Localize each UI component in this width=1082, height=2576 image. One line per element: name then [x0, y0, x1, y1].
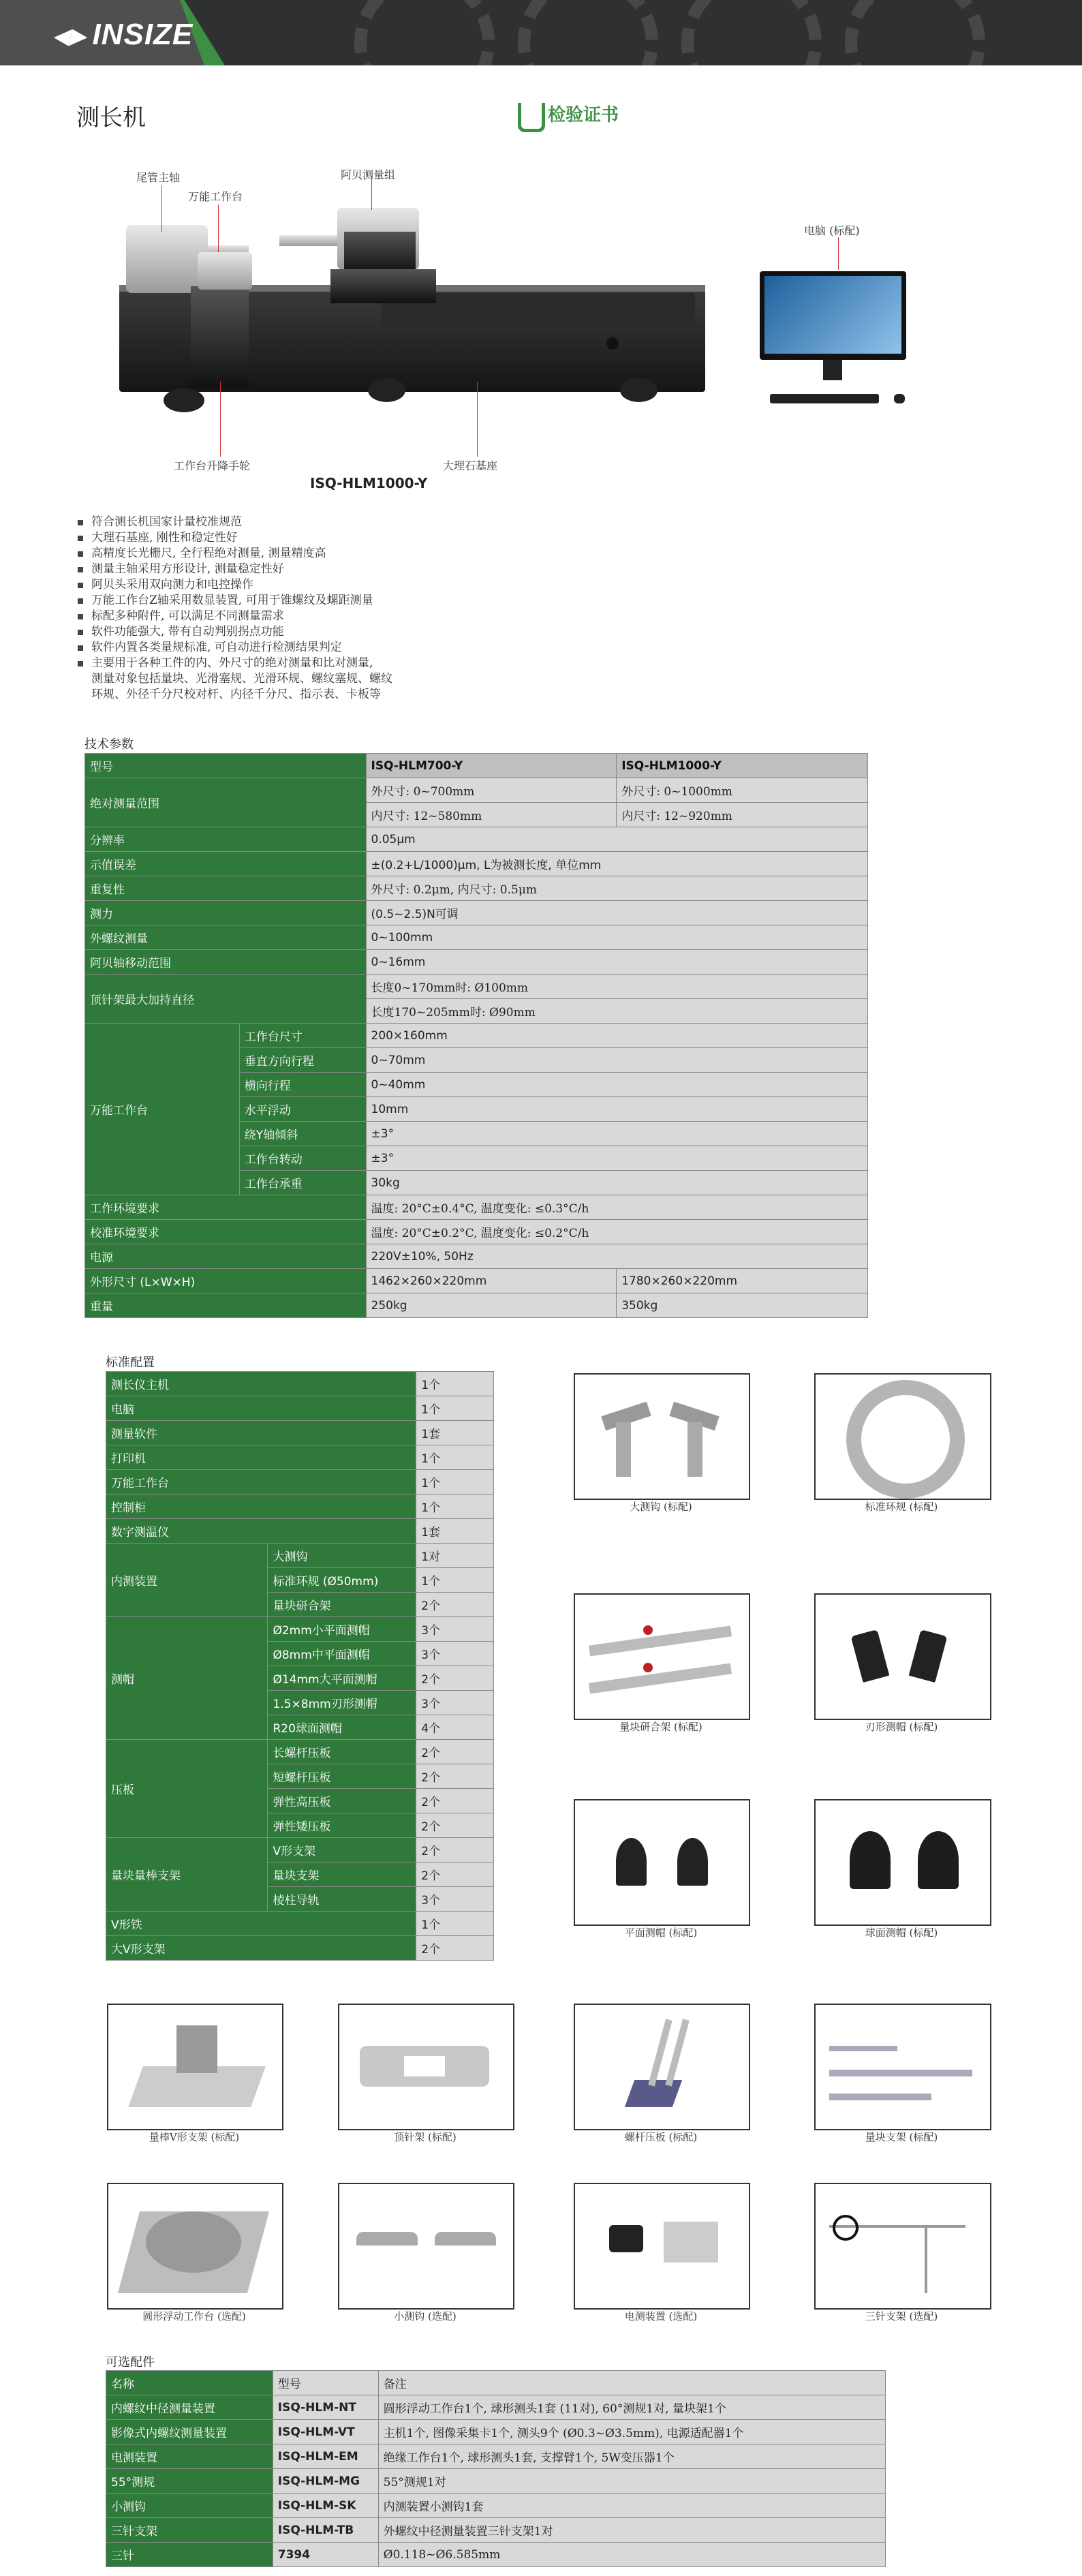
- keyboard: [770, 394, 879, 403]
- gear-decoration: [681, 0, 822, 65]
- table-cell: 2个: [416, 1862, 494, 1887]
- table-row: [85, 1269, 868, 1293]
- table-row: [85, 925, 868, 950]
- certificate-badge: 检验证书: [518, 101, 619, 132]
- photo-caption: 量块支架 (标配): [865, 2131, 938, 2143]
- table-cell: 2个: [416, 1936, 494, 1961]
- table-cell: V形铁: [106, 1912, 416, 1936]
- abbe-carriage: [330, 269, 436, 303]
- table-cell: 量块量棒支架: [106, 1838, 268, 1912]
- specs-table: [84, 753, 868, 1318]
- monitor-stand: [823, 360, 842, 380]
- photo-caption: 平面测帽 (标配): [624, 1927, 698, 1939]
- table-row: [85, 1195, 868, 1220]
- table-cell: 外尺寸: 0.2μm, 内尺寸: 0.5μm: [366, 876, 867, 901]
- table-row: [106, 2444, 886, 2469]
- machine-model: ISQ-HLM1000-Y: [310, 475, 428, 491]
- header-banner: [0, 0, 1082, 65]
- table-cell: 阿贝轴移动范围: [85, 950, 367, 975]
- table-cell: 0~16mm: [366, 950, 867, 975]
- table-cell: 量块支架: [268, 1862, 416, 1887]
- table-row: [106, 2420, 886, 2444]
- table-row: [106, 2518, 886, 2543]
- table-row: [85, 1293, 868, 1318]
- certificate-icon: [518, 103, 545, 132]
- table-cell: 2个: [416, 1740, 494, 1764]
- table-cell: 校准环境要求: [85, 1220, 367, 1244]
- photo-caption: 三针支架 (选配): [865, 2310, 938, 2322]
- table-cell: 工作台尺寸: [239, 1024, 366, 1048]
- table-cell: 1套: [416, 1421, 494, 1445]
- table-cell: 2个: [416, 1764, 494, 1789]
- table-cell: 弹性矮压板: [268, 1813, 416, 1838]
- table-row: [106, 1421, 494, 1445]
- table-row: [85, 778, 868, 803]
- feature-item-cont: 环规、外径千分尺校对杆、内径千分尺、指示表、卡板等: [91, 688, 381, 701]
- table-cell: 1个: [416, 1396, 494, 1421]
- table-row: [106, 2494, 886, 2518]
- table-cell: 1个: [416, 1445, 494, 1470]
- table-cell: 横向行程: [239, 1073, 366, 1097]
- table-cell: 350kg: [617, 1293, 868, 1318]
- photo-caption: 标准环规 (标配): [865, 1501, 938, 1513]
- leader-line: [838, 237, 839, 270]
- table-cell: 工作环境要求: [85, 1195, 367, 1220]
- table-cell: 2个: [416, 1838, 494, 1862]
- foot-right: [620, 378, 658, 402]
- feature-item: 软件功能强大, 带有自动判别拐点功能: [76, 624, 499, 640]
- table-cell: Ø8mm中平面测帽: [268, 1642, 416, 1666]
- table-cell: Ø14mm大平面测帽: [268, 1666, 416, 1691]
- table-row: [106, 2395, 886, 2420]
- round-table-photo: [107, 2183, 283, 2310]
- feature-item: 符合测长机国家计量校准规范: [76, 515, 499, 530]
- table-cell: 外尺寸: 0~700mm: [366, 778, 617, 803]
- table-cell: ISQ-HLM-EM: [273, 2444, 378, 2469]
- photo-caption: 球面测帽 (标配): [865, 1927, 938, 1939]
- photo-caption: 顶针架 (标配): [394, 2131, 457, 2143]
- leader-line: [477, 382, 478, 457]
- table-cell: 220V±10%, 50Hz: [366, 1244, 867, 1269]
- table-row: [106, 1912, 494, 1936]
- table-header: 型号: [273, 2371, 378, 2395]
- table-cell: 影像式内螺纹测量装置: [106, 2420, 273, 2444]
- table-row: [106, 1617, 494, 1642]
- label-abbe: 阿贝测量组: [341, 168, 396, 181]
- table-cell: ISQ-HLM1000-Y: [617, 754, 868, 778]
- table-cell: 水平浮动: [239, 1097, 366, 1122]
- electric-device-photo: [574, 2183, 750, 2310]
- gauge-holder-photo: [574, 1593, 750, 1720]
- table-cell: 55°测规1对: [378, 2469, 885, 2494]
- table-cell: 重复性: [85, 876, 367, 901]
- table-row: [106, 1445, 494, 1470]
- table-cell: 测量软件: [106, 1421, 416, 1445]
- table-cell: 测帽: [106, 1617, 268, 1740]
- table-row: [85, 975, 868, 999]
- table-cell: 弹性高压板: [268, 1789, 416, 1813]
- photo-caption: 量块研合架 (标配): [619, 1721, 702, 1733]
- table-row: [85, 901, 868, 925]
- worktable-column: [191, 286, 249, 388]
- table-cell: 10mm: [366, 1097, 867, 1122]
- leader-line: [220, 382, 221, 457]
- specs-heading: 技术参数: [84, 737, 134, 752]
- table-cell: 外螺纹中径测量装置三针支架1对: [378, 2518, 885, 2543]
- table-cell: 3个: [416, 1887, 494, 1912]
- table-cell: (0.5~2.5)N可调: [366, 901, 867, 925]
- table-cell: 1个: [416, 1912, 494, 1936]
- table-cell: 小测钩: [106, 2494, 273, 2518]
- table-row: [85, 1220, 868, 1244]
- table-cell: 2个: [416, 1813, 494, 1838]
- table-cell: 标准环规 (Ø50mm): [268, 1568, 416, 1593]
- worktable-top: [198, 252, 252, 290]
- small-hook-photo: [338, 2183, 514, 2310]
- table-cell: 测长仪主机: [106, 1372, 416, 1396]
- table-cell: 外形尺寸 (L×W×H): [85, 1269, 367, 1293]
- standard-table: [106, 1371, 494, 1961]
- table-cell: 内尺寸: 12~920mm: [617, 803, 868, 827]
- photo-caption: 小测钩 (选配): [394, 2310, 457, 2322]
- table-cell: 工作台承重: [239, 1171, 366, 1195]
- table-cell: Ø0.118~Ø6.585mm: [378, 2543, 885, 2567]
- table-cell: 三针支架: [106, 2518, 273, 2543]
- feature-item: 万能工作台Z轴采用数显装置, 可用于锥螺纹及螺距测量: [76, 593, 499, 609]
- table-cell: ISQ-HLM-MG: [273, 2469, 378, 2494]
- table-cell: 电源: [85, 1244, 367, 1269]
- table-cell: ISQ-HLM-SK: [273, 2494, 378, 2518]
- feature-item: 高精度长光栅尺, 全行程绝对测量, 测量精度高: [76, 546, 499, 562]
- optional-heading: 可选配件: [106, 2355, 155, 2370]
- table-cell: 内尺寸: 12~580mm: [366, 803, 617, 827]
- table-header: 备注: [378, 2371, 885, 2395]
- label-base: 大理石基座: [443, 459, 498, 472]
- feature-item: 大理石基座, 刚性和稳定性好: [76, 530, 499, 546]
- feature-item: 标配多种附件, 可以满足不同测量需求: [76, 609, 499, 624]
- table-cell: 重量: [85, 1293, 367, 1318]
- table-cell: 示值误差: [85, 852, 367, 876]
- table-cell: 绝对测量范围: [85, 778, 367, 827]
- foot-left: [164, 388, 204, 412]
- table-cell: 绕Y轴倾斜: [239, 1122, 366, 1146]
- label-tailstock: 尾管主轴: [136, 171, 181, 184]
- table-cell: Ø2mm小平面测帽: [268, 1617, 416, 1642]
- table-cell: 1对: [416, 1544, 494, 1568]
- table-cell: 1个: [416, 1470, 494, 1494]
- table-cell: 长螺杆压板: [268, 1740, 416, 1764]
- photo-caption: 刃形测帽 (标配): [865, 1721, 938, 1733]
- three-wire-photo: [814, 2183, 991, 2310]
- table-cell: 1个: [416, 1568, 494, 1593]
- table-header: 名称: [106, 2371, 273, 2395]
- feature-item: 阿贝头采用双向测力和电控操作: [76, 577, 499, 593]
- table-cell: 0~70mm: [366, 1048, 867, 1073]
- table-cell: 3个: [416, 1642, 494, 1666]
- table-cell: 垂直方向行程: [239, 1048, 366, 1073]
- photo-caption: 电测装置 (选配): [624, 2310, 698, 2322]
- table-row: [106, 1396, 494, 1421]
- standard-heading: 标准配置: [106, 1355, 155, 1370]
- table-row: [85, 827, 868, 852]
- table-row: [106, 1740, 494, 1764]
- table-row: [106, 1519, 494, 1544]
- feature-item: 软件内置各类量规标准, 可自动进行检测结果判定: [76, 640, 499, 656]
- table-row: [106, 1470, 494, 1494]
- table-cell: 温度: 20°C±0.4°C, 温度变化: ≤0.3°C/h: [366, 1195, 867, 1220]
- table-cell: ISQ-HLM-NT: [273, 2395, 378, 2420]
- table-cell: 1.5×8mm刃形测帽: [268, 1691, 416, 1715]
- label-handwheel: 工作台升降手轮: [174, 459, 251, 472]
- foot-mid: [368, 378, 405, 402]
- table-cell: 压板: [106, 1740, 268, 1838]
- table-cell: 数字测温仪: [106, 1519, 416, 1544]
- knife-cap-photo: [814, 1593, 991, 1720]
- table-row: [85, 852, 868, 876]
- ring-photo: [814, 1373, 991, 1500]
- table-cell: 1780×260×220mm: [617, 1269, 868, 1293]
- screw-clamp-photo: [574, 2004, 750, 2130]
- optional-table: [106, 2370, 886, 2567]
- table-cell: 顶针架最大加持直径: [85, 975, 367, 1024]
- table-cell: 型号: [85, 754, 367, 778]
- photo-caption: 螺杆压板 (标配): [624, 2131, 698, 2143]
- page-title: 测长机: [76, 104, 146, 132]
- table-cell: 2个: [416, 1666, 494, 1691]
- table-cell: 内螺纹中径测量装置: [106, 2395, 273, 2420]
- table-cell: 三针: [106, 2543, 273, 2567]
- table-cell: R20球面测帽: [268, 1715, 416, 1740]
- table-cell: 2个: [416, 1789, 494, 1813]
- table-cell: ±3°: [366, 1122, 867, 1146]
- table-row: [106, 1494, 494, 1519]
- table-row: [85, 754, 868, 778]
- table-cell: 温度: 20°C±0.2°C, 温度变化: ≤0.2°C/h: [366, 1220, 867, 1244]
- feature-item-cont: 测量对象包括量块、光滑塞规、光滑环规、螺纹塞规、螺纹: [91, 672, 392, 686]
- monitor: [760, 271, 906, 360]
- brand-logo: ◀▶ INSIZE: [53, 18, 194, 51]
- leader-line: [161, 185, 162, 232]
- table-cell: 大V形支架: [106, 1936, 416, 1961]
- table-cell: 主机1个, 图像采集卡1个, 测头9个 (Ø0.3~Ø3.5mm), 电源适配器1个: [378, 2420, 885, 2444]
- table-cell: 短螺杆压板: [268, 1764, 416, 1789]
- table-cell: 万能工作台: [106, 1470, 416, 1494]
- table-row: [106, 1544, 494, 1568]
- center-frame-photo: [338, 2004, 514, 2130]
- tailstock-body: [126, 225, 208, 293]
- label-worktable: 万能工作台: [188, 190, 243, 203]
- photo-caption: 大测钩 (标配): [630, 1501, 692, 1513]
- table-cell: 1462×260×220mm: [366, 1269, 617, 1293]
- table-cell: 绝缘工作台1个, 球形测头1套, 支撑臂1个, 5W变压器1个: [378, 2444, 885, 2469]
- block-support-photo: [814, 2004, 991, 2130]
- table-cell: 200×160mm: [366, 1024, 867, 1048]
- table-cell: 控制柜: [106, 1494, 416, 1519]
- abbe-window: [344, 232, 416, 273]
- table-cell: 1套: [416, 1519, 494, 1544]
- table-cell: 7394: [273, 2543, 378, 2567]
- table-cell: 30kg: [366, 1171, 867, 1195]
- feature-item: 测量主轴采用方形设计, 测量稳定性好: [76, 562, 499, 577]
- table-cell: 量块研合架: [268, 1593, 416, 1617]
- table-row: [85, 950, 868, 975]
- table-cell: 4个: [416, 1715, 494, 1740]
- table-cell: 电脑: [106, 1396, 416, 1421]
- table-row: [106, 1838, 494, 1862]
- table-row: [85, 876, 868, 901]
- feature-item: 主要用于各种工件的内、外尺寸的绝对测量和比对测量,: [76, 656, 499, 671]
- table-cell: V形支架: [268, 1838, 416, 1862]
- table-cell: 2个: [416, 1593, 494, 1617]
- table-cell: 打印机: [106, 1445, 416, 1470]
- ball-cap-photo: [814, 1799, 991, 1926]
- table-cell: 外尺寸: 0~1000mm: [617, 778, 868, 803]
- base-hole: [606, 337, 619, 350]
- table-cell: 0.05μm: [366, 827, 867, 852]
- table-cell: 内测装置: [106, 1544, 268, 1617]
- table-cell: 分辨率: [85, 827, 367, 852]
- table-row: [106, 1372, 494, 1396]
- table-cell: 工作台转动: [239, 1146, 366, 1171]
- table-cell: ISQ-HLM-VT: [273, 2420, 378, 2444]
- table-cell: 1个: [416, 1372, 494, 1396]
- flat-cap-photo: [574, 1799, 750, 1926]
- monitor-screen: [764, 276, 901, 354]
- table-cell: 棱柱导轨: [268, 1887, 416, 1912]
- abbe-spindle: [279, 235, 337, 246]
- table-cell: 外螺纹测量: [85, 925, 367, 950]
- table-cell: 1个: [416, 1494, 494, 1519]
- table-cell: 长度170~205mm时: Ø90mm: [366, 999, 867, 1024]
- leader-line: [218, 204, 219, 252]
- label-computer: 电脑 (标配): [804, 224, 860, 237]
- table-cell: ±3°: [366, 1146, 867, 1171]
- table-cell: 万能工作台: [85, 1024, 240, 1195]
- table-cell: 圆形浮动工作台1个, 球形测头1套 (11对), 60°测规1对, 量块架1个: [378, 2395, 885, 2420]
- table-row: [106, 1936, 494, 1961]
- feature-list: [76, 515, 499, 703]
- photo-caption: 圆形浮动工作台 (选配): [142, 2310, 246, 2322]
- table-cell: 电测装置: [106, 2444, 273, 2469]
- mouse: [894, 394, 905, 403]
- table-cell: 3个: [416, 1691, 494, 1715]
- table-cell: ISQ-HLM-TB: [273, 2518, 378, 2543]
- table-row: [106, 2469, 886, 2494]
- big-hook-photo: [574, 1373, 750, 1500]
- table-cell: 内测装置小测钩1套: [378, 2494, 885, 2518]
- gear-decoration: [518, 0, 658, 65]
- table-row: [106, 2371, 886, 2395]
- table-cell: 0~40mm: [366, 1073, 867, 1097]
- table-cell: 0~100mm: [366, 925, 867, 950]
- v-support-photo: [107, 2004, 283, 2130]
- table-cell: 测力: [85, 901, 367, 925]
- table-cell: 大测钩: [268, 1544, 416, 1568]
- photo-caption: 量棒V形支架 (标配): [149, 2131, 240, 2143]
- gear-decoration: [845, 0, 985, 65]
- table-cell: ISQ-HLM700-Y: [366, 754, 617, 778]
- table-cell: 55°测规: [106, 2469, 273, 2494]
- table-row: [106, 2543, 886, 2567]
- table-cell: ±(0.2+L/1000)μm, L为被测长度, 单位mm: [366, 852, 867, 876]
- table-cell: 长度0~170mm时: Ø100mm: [366, 975, 867, 999]
- gear-decoration: [354, 0, 495, 65]
- table-cell: 3个: [416, 1617, 494, 1642]
- table-row: [85, 1024, 868, 1048]
- table-row: [85, 1244, 868, 1269]
- table-cell: 250kg: [366, 1293, 617, 1318]
